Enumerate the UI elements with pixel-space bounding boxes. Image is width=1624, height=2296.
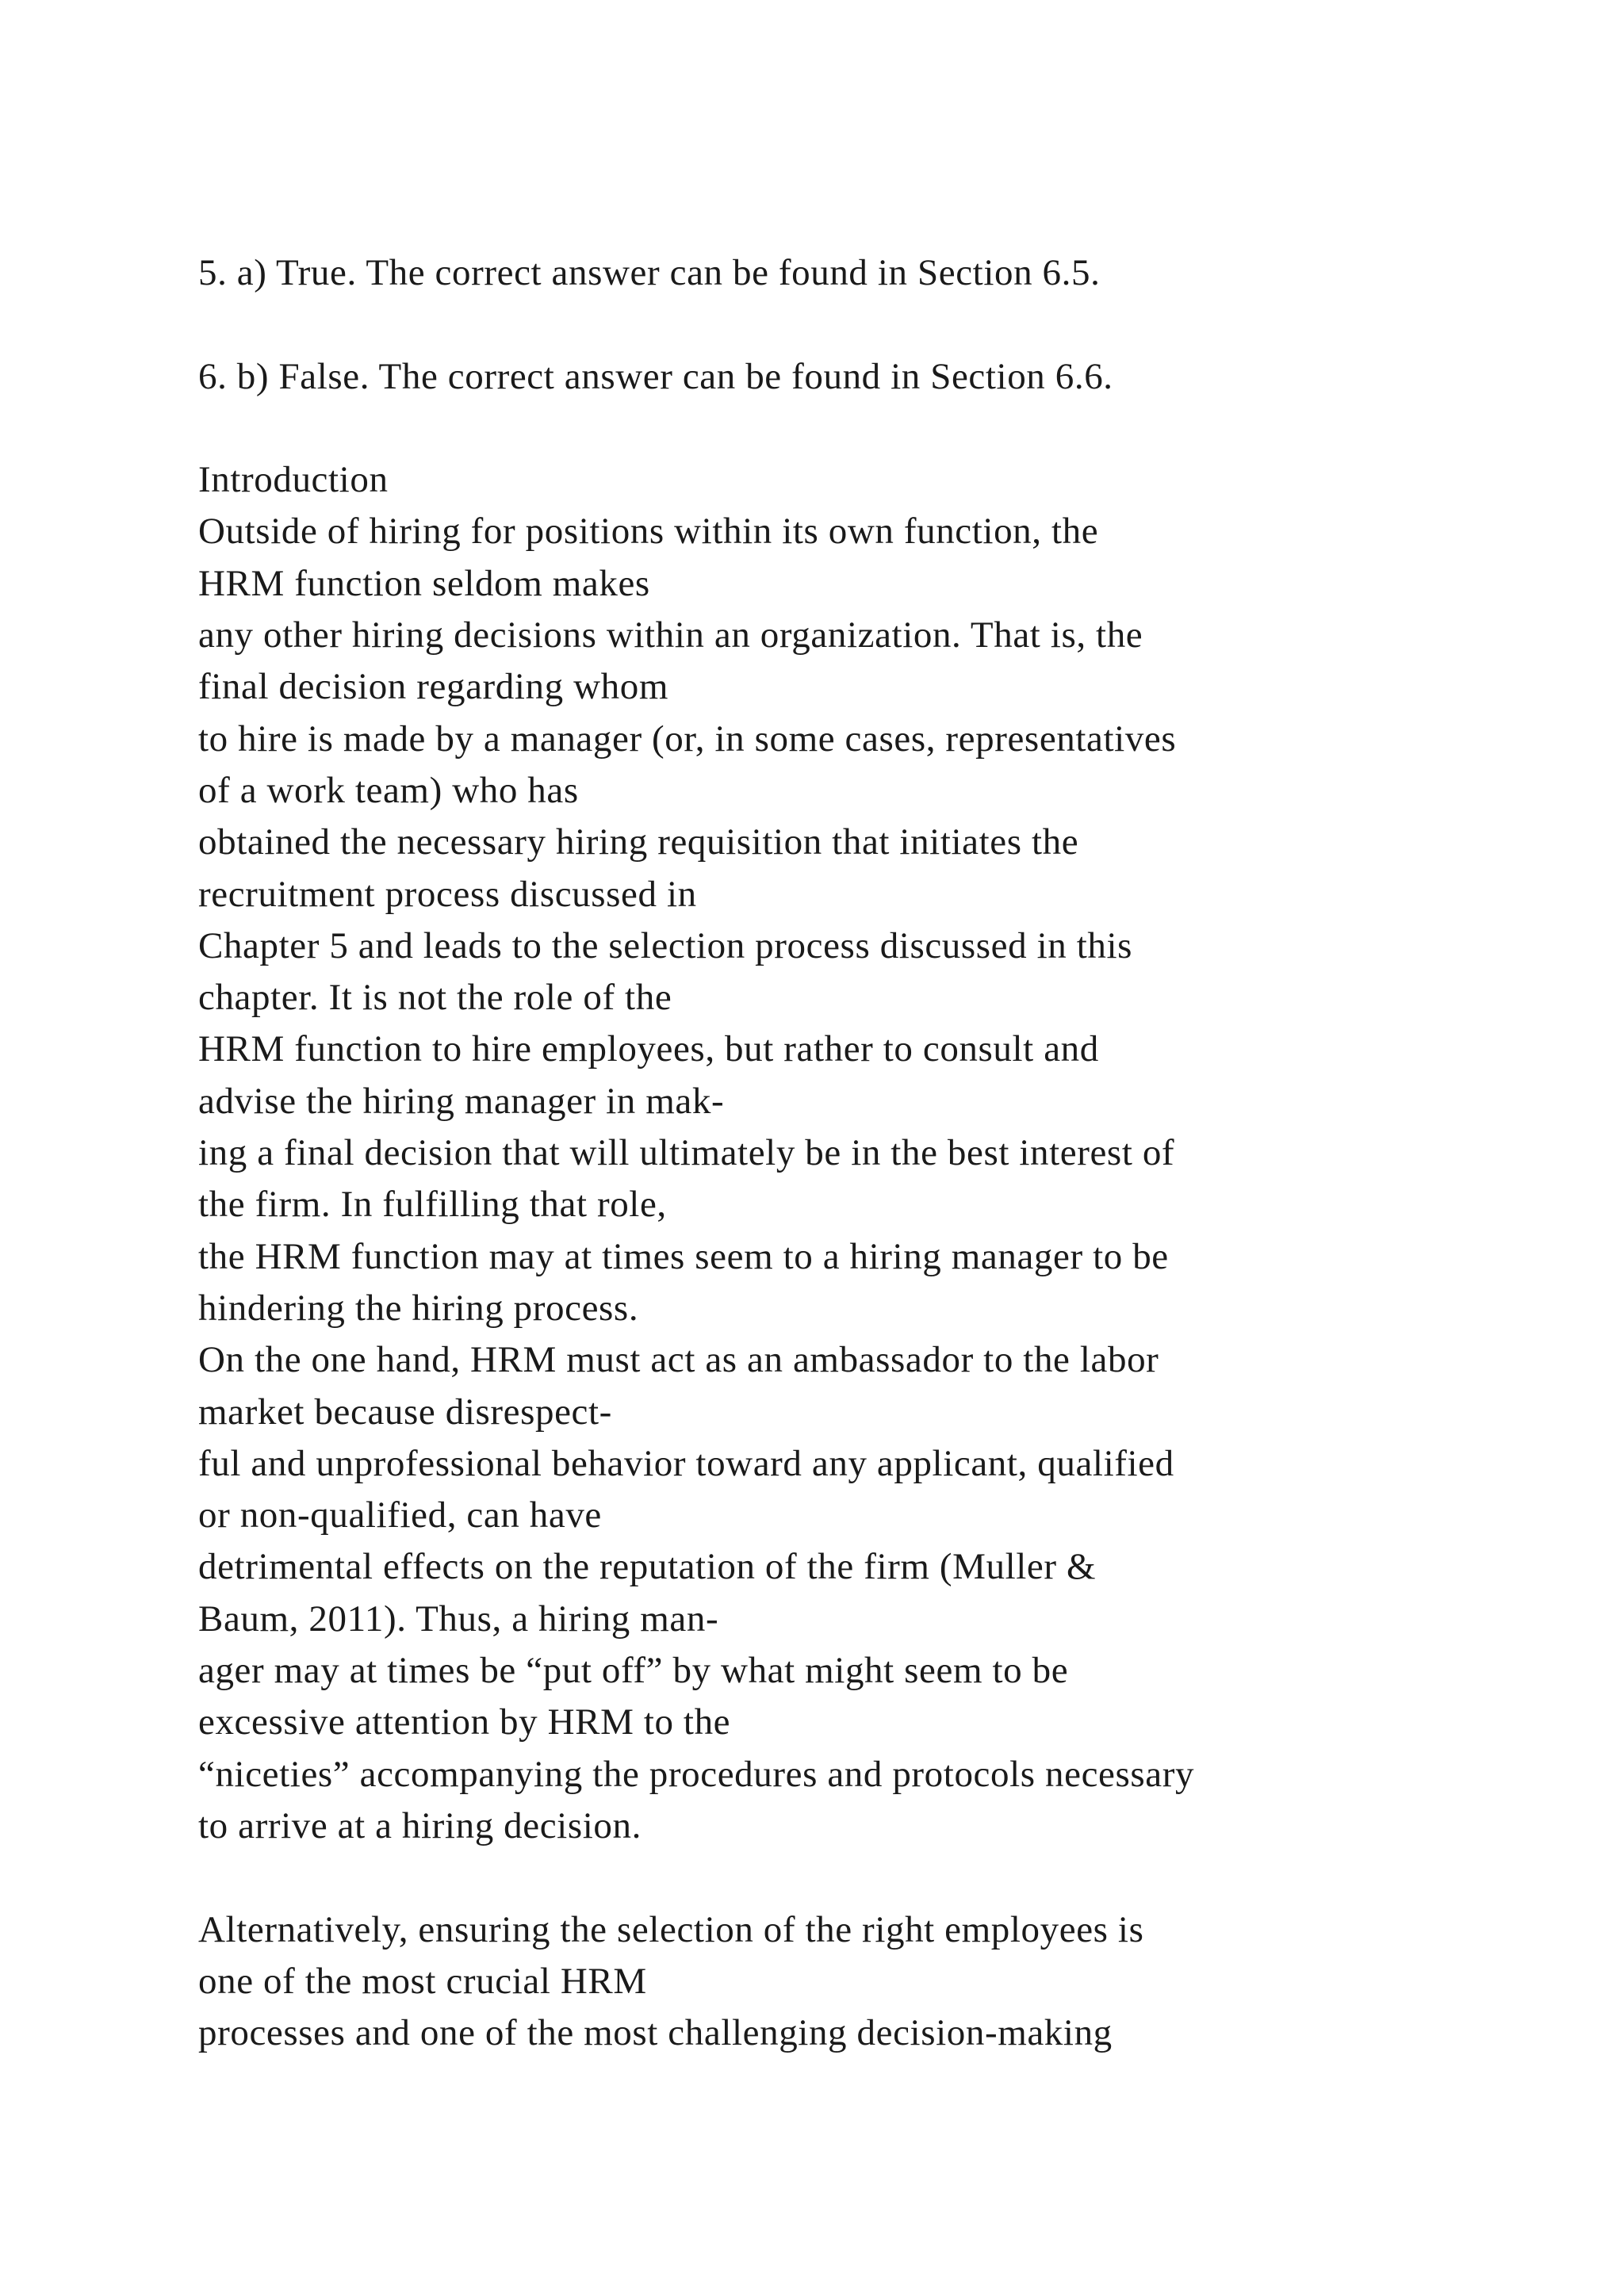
paragraph-2 <box>198 1904 1546 2060</box>
paragraph-line: excessive attention by HRM to the <box>198 1701 731 1743</box>
blank-line <box>198 403 1546 454</box>
paragraph-line: chapter. It is not the role of the <box>198 977 672 1019</box>
paragraph-line: the firm. In fulfilling that role, <box>198 1184 667 1226</box>
paragraph-line: Alternatively, ensuring the selection of the right employees is <box>198 1908 1144 1950</box>
paragraph-line: processes and one of the most challenging decision-making <box>198 2012 1113 2054</box>
paragraph-line: ing a final decision that will ultimately be in the best interest of <box>198 1132 1175 1174</box>
document-text <box>198 247 1546 2059</box>
paragraph-line: to hire is made by a manager (or, in some cases, representatives <box>198 718 1177 760</box>
section-heading: Introduction <box>198 459 389 501</box>
paragraph-1 <box>198 506 1546 1852</box>
paragraph-line: any other hiring decisions within an organization. That is, the <box>198 614 1143 656</box>
paragraph-line: one of the most crucial HRM <box>198 1960 647 2002</box>
paragraph-line: HRM function seldom makes <box>198 562 650 604</box>
paragraph-line: to arrive at a hiring decision. <box>198 1804 642 1846</box>
paragraph-line: the HRM function may at times seem to a hiring manager to be <box>198 1235 1169 1277</box>
answer-line-5: 5. a) True. The correct answer can be found in Section 6.5. <box>198 252 1101 293</box>
paragraph-line: ager may at times be “put off” by what might seem to be <box>198 1650 1069 1692</box>
paragraph-line: Baum, 2011). Thus, a hiring man- <box>198 1598 719 1640</box>
blank-line <box>198 299 1546 350</box>
paragraph-line: Chapter 5 and leads to the selection process discussed in this <box>198 924 1133 966</box>
paragraph-line: On the one hand, HRM must act as an ambassador to the labor <box>198 1339 1159 1381</box>
paragraph-line: “niceties” accompanying the procedures and protocols necessary <box>198 1753 1195 1795</box>
paragraph-line: of a work team) who has <box>198 769 579 811</box>
paragraph-line: recruitment process discussed in <box>198 873 697 915</box>
blank-line <box>198 1852 1546 1904</box>
paragraph-line: detrimental effects on the reputation of the firm (Muller & <box>198 1546 1097 1588</box>
paragraph-line: market because disrespect- <box>198 1391 612 1433</box>
paragraph-line: advise the hiring manager in mak- <box>198 1080 725 1122</box>
paragraph-line: Outside of hiring for positions within its own function, the <box>198 511 1099 553</box>
paragraph-line: hindering the hiring process. <box>198 1287 639 1329</box>
paragraph-line: ful and unprofessional behavior toward any applicant, qualified <box>198 1442 1174 1484</box>
paragraph-line: or non-qualified, can have <box>198 1494 602 1536</box>
paragraph-line: obtained the necessary hiring requisition that initiates the <box>198 821 1079 863</box>
answer-line-6: 6. b) False. The correct answer can be found in Section 6.6. <box>198 355 1113 397</box>
paragraph-line: HRM function to hire employees, but rather to consult and <box>198 1028 1099 1070</box>
paragraph-line: final decision regarding whom <box>198 666 668 708</box>
